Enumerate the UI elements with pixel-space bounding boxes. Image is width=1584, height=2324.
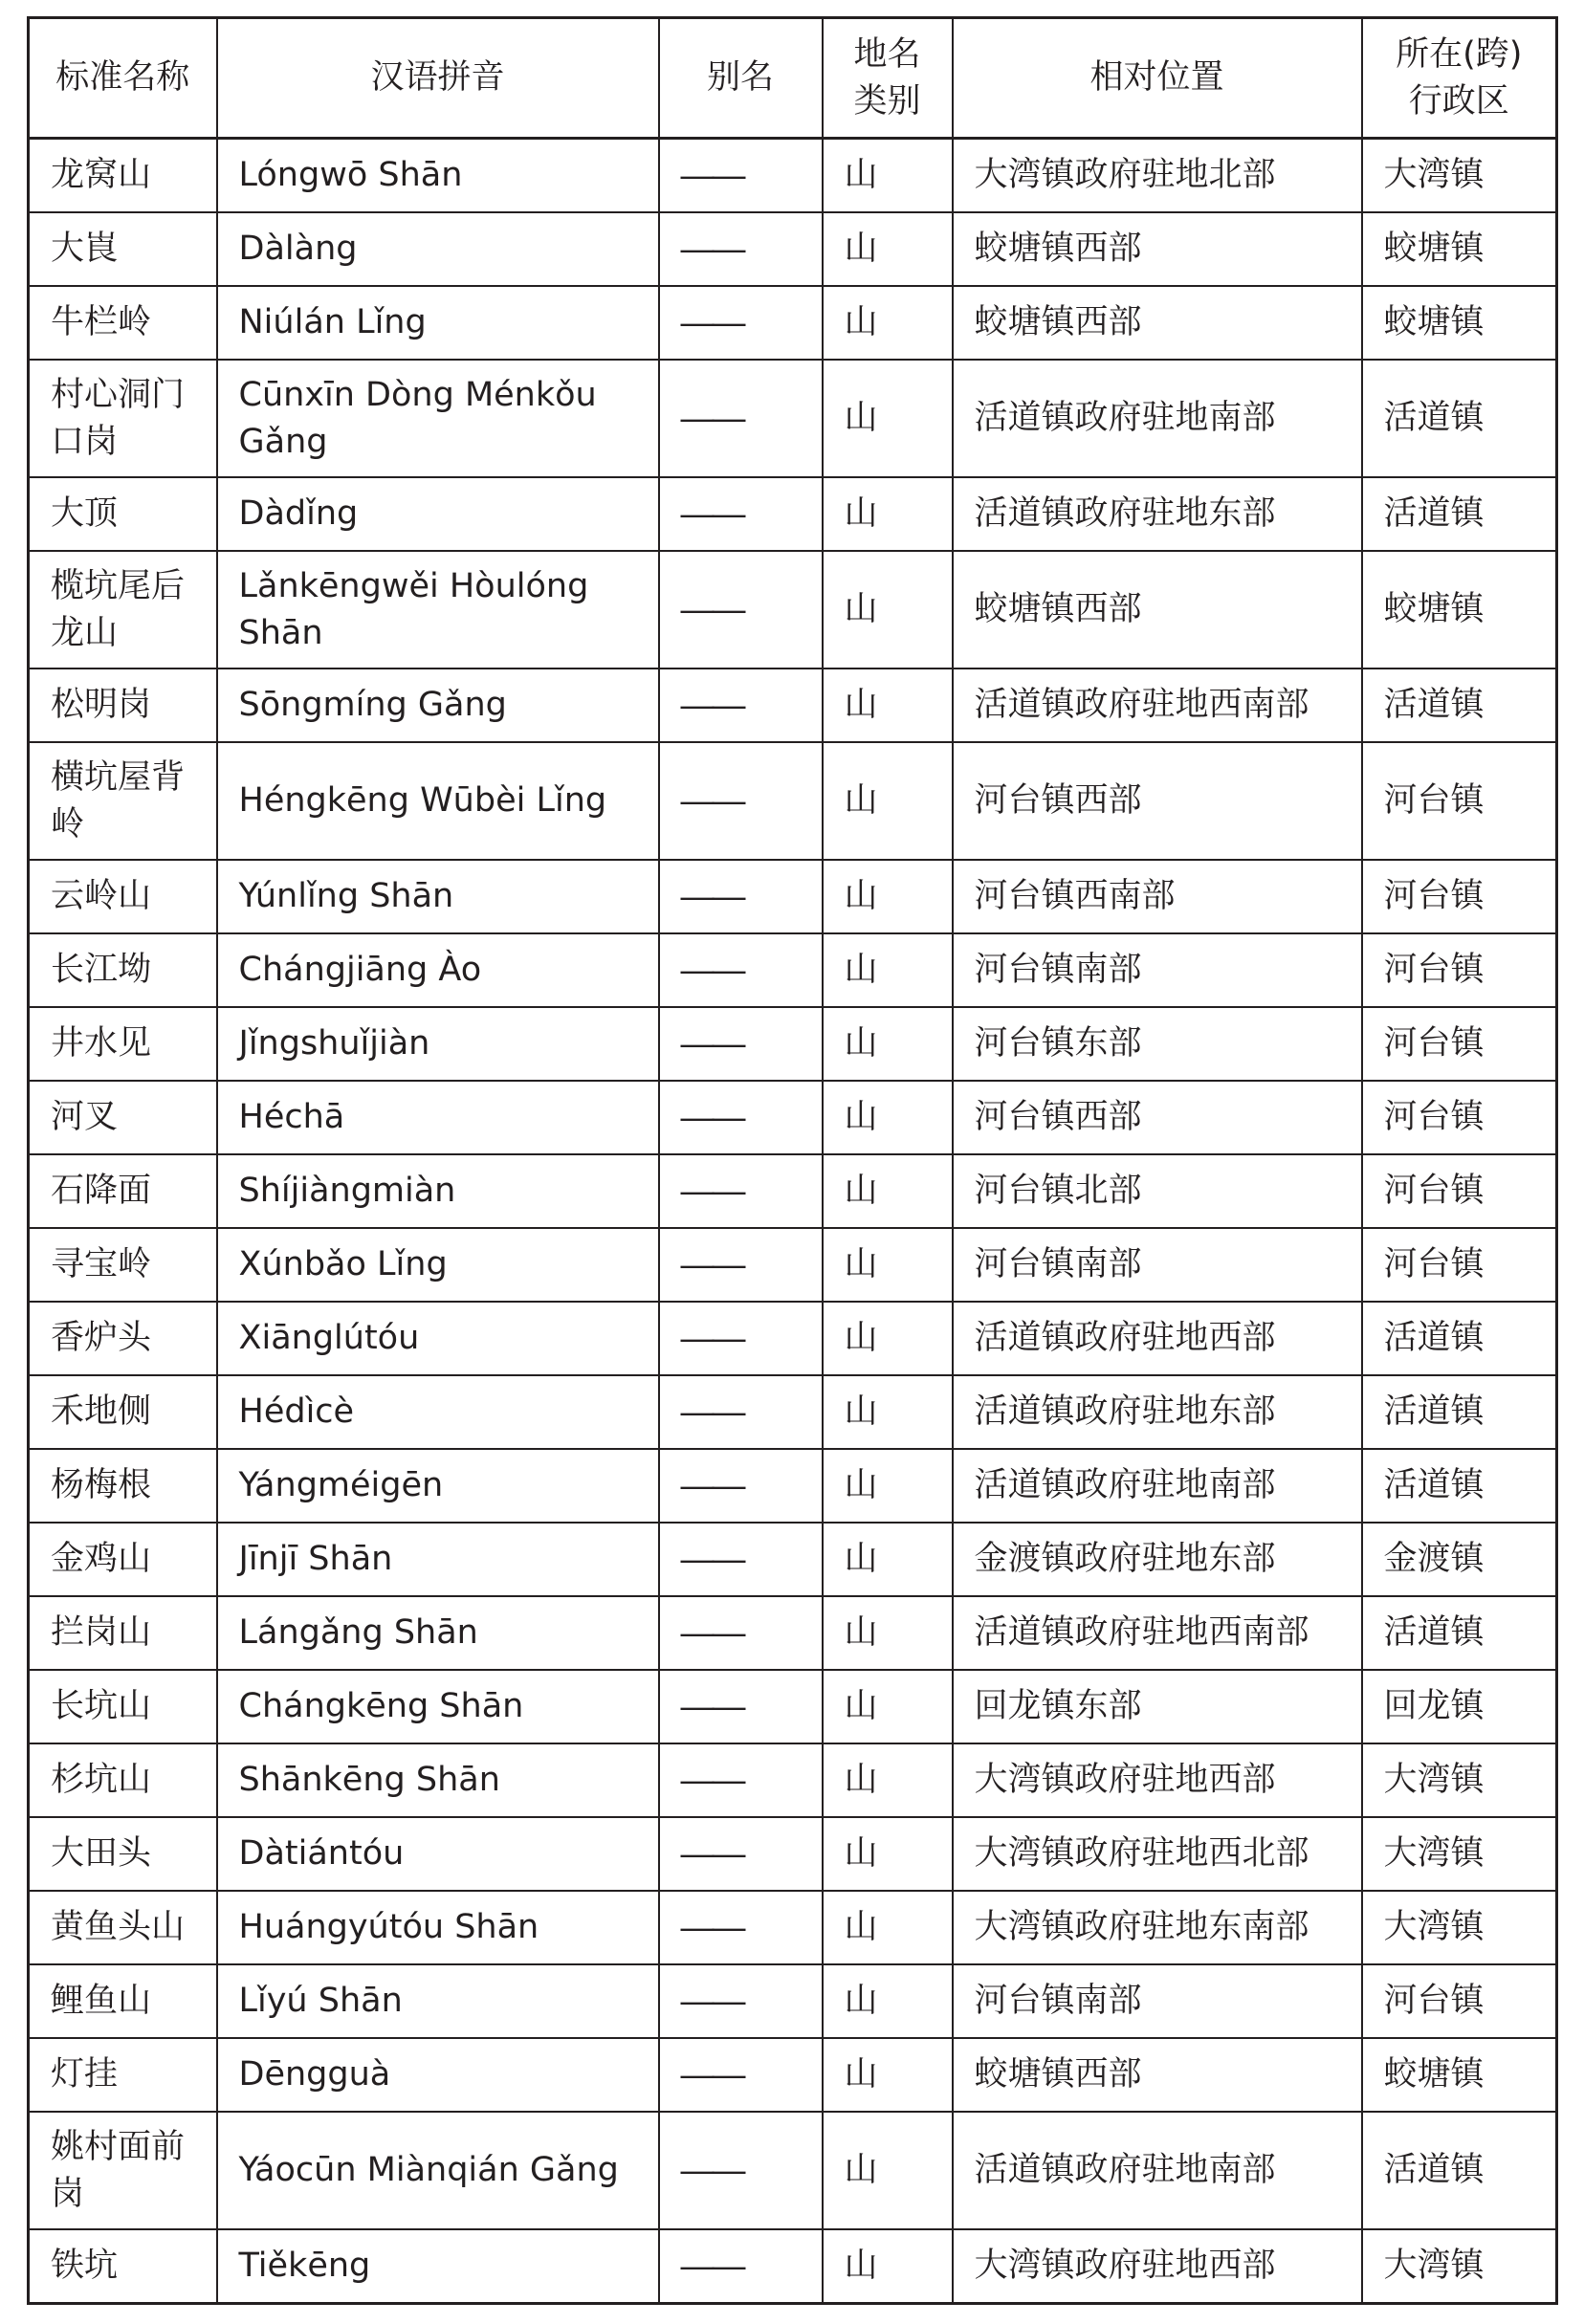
cell-admin: 活道镇: [1362, 669, 1557, 742]
cell-category: 山: [823, 1449, 953, 1523]
table-row: [29, 1891, 1557, 1964]
alias-dash: ——: [680, 2247, 744, 2285]
cell-admin: 活道镇: [1362, 1302, 1557, 1375]
cell-location: 河台镇南部: [953, 1228, 1362, 1302]
cell-category: 山: [823, 2038, 953, 2112]
table-row: [29, 742, 1557, 860]
cell-category: 山: [823, 669, 953, 742]
cell-pinyin: Shānkēng Shān: [217, 1743, 659, 1817]
cell-category: 山: [823, 1302, 953, 1375]
cell-admin: 大湾镇: [1362, 1817, 1557, 1891]
cell-name: 大田头: [29, 1817, 217, 1891]
cell-location: 活道镇政府驻地西部: [953, 1302, 1362, 1375]
alias-dash: ——: [680, 1909, 744, 1946]
cell-admin: 河台镇: [1362, 1964, 1557, 2038]
cell-name: 榄坑尾后龙山: [29, 551, 217, 669]
cell-admin: 蛟塘镇: [1362, 212, 1557, 286]
cell-alias: [659, 1007, 823, 1081]
alias-dash: ——: [680, 1541, 744, 1578]
cell-name: 长江坳: [29, 933, 217, 1007]
cell-category: 山: [823, 742, 953, 860]
cell-pinyin: Xiānglútóu: [217, 1302, 659, 1375]
cell-pinyin: Cūnxīn Dòng Ménkǒu Gǎng: [217, 360, 659, 477]
cell-admin: 河台镇: [1362, 1007, 1557, 1081]
cell-name: 横坑屋背岭: [29, 742, 217, 860]
table-row: [29, 1081, 1557, 1154]
cell-alias: [659, 1154, 823, 1228]
cell-alias: [659, 551, 823, 669]
cell-location: 活道镇政府驻地东部: [953, 1375, 1362, 1449]
cell-pinyin: Huángyútóu Shān: [217, 1891, 659, 1964]
cell-admin: 回龙镇: [1362, 1670, 1557, 1743]
cell-admin: 河台镇: [1362, 1081, 1557, 1154]
cell-category: 山: [823, 551, 953, 669]
header-category-line2: 类别: [853, 81, 921, 121]
cell-admin: 河台镇: [1362, 742, 1557, 860]
cell-pinyin: Tiěkēng: [217, 2229, 659, 2304]
alias-dash: ——: [680, 878, 744, 915]
header-standard-name: 标准名称: [29, 18, 217, 139]
cell-alias: [659, 477, 823, 551]
cell-name: 禾地侧: [29, 1375, 217, 1449]
alias-dash: ——: [680, 782, 744, 820]
table-body: [29, 139, 1557, 2304]
cell-category: 山: [823, 1964, 953, 2038]
cell-admin: 活道镇: [1362, 1449, 1557, 1523]
cell-pinyin: Jǐngshuǐjiàn: [217, 1007, 659, 1081]
header-location: 相对位置: [953, 18, 1362, 139]
cell-category: 山: [823, 1375, 953, 1449]
table-row: [29, 2038, 1557, 2112]
cell-admin: 活道镇: [1362, 2112, 1557, 2229]
cell-alias: [659, 1817, 823, 1891]
cell-admin: 活道镇: [1362, 477, 1557, 551]
cell-pinyin: Dàdǐng: [217, 477, 659, 551]
cell-admin: 活道镇: [1362, 360, 1557, 477]
cell-admin: 大湾镇: [1362, 2229, 1557, 2304]
cell-category: 山: [823, 1817, 953, 1891]
table-row: [29, 1817, 1557, 1891]
header-pinyin: 汉语拼音: [217, 18, 659, 139]
cell-category: 山: [823, 1081, 953, 1154]
table-row: [29, 1523, 1557, 1596]
cell-alias: [659, 1743, 823, 1817]
cell-alias: [659, 1670, 823, 1743]
alias-dash: ——: [680, 952, 744, 989]
cell-alias: [659, 669, 823, 742]
alias-dash: ——: [680, 1762, 744, 1799]
cell-name: 长坑山: [29, 1670, 217, 1743]
alias-dash: ——: [680, 230, 744, 268]
cell-pinyin: Héchā: [217, 1081, 659, 1154]
header-category-line1: 地名: [853, 34, 921, 74]
table-row: [29, 669, 1557, 742]
table-row: [29, 286, 1557, 360]
cell-admin: 活道镇: [1362, 1596, 1557, 1670]
cell-location: 回龙镇东部: [953, 1670, 1362, 1743]
cell-alias: [659, 933, 823, 1007]
table-row: [29, 1007, 1557, 1081]
cell-category: 山: [823, 212, 953, 286]
cell-category: 山: [823, 286, 953, 360]
cell-category: 山: [823, 1596, 953, 1670]
cell-alias: [659, 2229, 823, 2304]
cell-pinyin: Lǐyú Shān: [217, 1964, 659, 2038]
header-category: [823, 18, 953, 139]
cell-pinyin: Yáocūn Miànqián Gǎng: [217, 2112, 659, 2229]
header-admin-line1: 所在(跨): [1396, 34, 1523, 74]
cell-category: 山: [823, 1154, 953, 1228]
cell-alias: [659, 212, 823, 286]
alias-dash: ——: [680, 400, 744, 437]
cell-pinyin: Héngkēng Wūbèi Lǐng: [217, 742, 659, 860]
cell-name: 鲤鱼山: [29, 1964, 217, 2038]
cell-location: 河台镇南部: [953, 933, 1362, 1007]
alias-dash: ——: [680, 1393, 744, 1431]
cell-alias: [659, 742, 823, 860]
alias-dash: ——: [680, 2152, 744, 2189]
cell-pinyin: Shíjiàngmiàn: [217, 1154, 659, 1228]
alias-dash: ——: [680, 495, 744, 533]
table-row: [29, 1375, 1557, 1449]
cell-name: 寻宝岭: [29, 1228, 217, 1302]
table-row: [29, 139, 1557, 213]
cell-admin: 河台镇: [1362, 1154, 1557, 1228]
table-row: [29, 360, 1557, 477]
cell-category: 山: [823, 933, 953, 1007]
alias-dash: ——: [680, 1614, 744, 1652]
cell-alias: [659, 1964, 823, 2038]
cell-location: 大湾镇政府驻地北部: [953, 139, 1362, 213]
cell-name: 石降面: [29, 1154, 217, 1228]
cell-location: 活道镇政府驻地南部: [953, 2112, 1362, 2229]
cell-location: 河台镇南部: [953, 1964, 1362, 2038]
alias-dash: ——: [680, 1173, 744, 1210]
cell-name: 大崀: [29, 212, 217, 286]
cell-name: 井水见: [29, 1007, 217, 1081]
cell-alias: [659, 1891, 823, 1964]
cell-name: 杉坑山: [29, 1743, 217, 1817]
cell-category: 山: [823, 1228, 953, 1302]
cell-pinyin: Dàtiántóu: [217, 1817, 659, 1891]
alias-dash: ——: [680, 1246, 744, 1283]
alias-dash: ——: [680, 2056, 744, 2094]
cell-pinyin: Lángǎng Shān: [217, 1596, 659, 1670]
cell-location: 活道镇政府驻地西南部: [953, 1596, 1362, 1670]
cell-name: 松明岗: [29, 669, 217, 742]
table-row: [29, 2112, 1557, 2229]
cell-category: 山: [823, 360, 953, 477]
cell-pinyin: Dēngguà: [217, 2038, 659, 2112]
table-header: [29, 18, 1557, 139]
table-row: [29, 1743, 1557, 1817]
cell-location: 大湾镇政府驻地西北部: [953, 1817, 1362, 1891]
table-row: [29, 477, 1557, 551]
cell-admin: 大湾镇: [1362, 1743, 1557, 1817]
cell-name: 铁坑: [29, 2229, 217, 2304]
table-row: [29, 2229, 1557, 2304]
alias-dash: ——: [680, 1467, 744, 1504]
cell-pinyin: Chángjiāng Ào: [217, 933, 659, 1007]
header-admin-line2: 行政区: [1408, 81, 1509, 121]
cell-category: 山: [823, 1523, 953, 1596]
cell-category: 山: [823, 1007, 953, 1081]
cell-admin: 蛟塘镇: [1362, 2038, 1557, 2112]
cell-pinyin: Lǎnkēngwěi Hòulóng Shān: [217, 551, 659, 669]
cell-location: 大湾镇政府驻地西部: [953, 2229, 1362, 2304]
cell-admin: 大湾镇: [1362, 1891, 1557, 1964]
cell-alias: [659, 1228, 823, 1302]
cell-pinyin: Yángméigēn: [217, 1449, 659, 1523]
cell-category: 山: [823, 477, 953, 551]
cell-alias: [659, 2112, 823, 2229]
cell-location: 大湾镇政府驻地西部: [953, 1743, 1362, 1817]
cell-alias: [659, 1302, 823, 1375]
alias-dash: ——: [680, 304, 744, 341]
cell-location: 河台镇东部: [953, 1007, 1362, 1081]
alias-dash: ——: [680, 1983, 744, 2020]
alias-dash: ——: [680, 1688, 744, 1725]
cell-location: 河台镇西部: [953, 1081, 1362, 1154]
cell-name: 牛栏岭: [29, 286, 217, 360]
cell-name: 河叉: [29, 1081, 217, 1154]
cell-admin: 大湾镇: [1362, 139, 1557, 213]
cell-location: 河台镇北部: [953, 1154, 1362, 1228]
cell-alias: [659, 139, 823, 213]
cell-pinyin: Yúnlǐng Shān: [217, 860, 659, 933]
alias-dash: ——: [680, 157, 744, 194]
cell-category: 山: [823, 1670, 953, 1743]
cell-admin: 河台镇: [1362, 860, 1557, 933]
cell-location: 活道镇政府驻地南部: [953, 1449, 1362, 1523]
table-row: [29, 1154, 1557, 1228]
cell-admin: 河台镇: [1362, 933, 1557, 1007]
table-row: [29, 1228, 1557, 1302]
table-row: [29, 1302, 1557, 1375]
cell-name: 灯挂: [29, 2038, 217, 2112]
table-row: [29, 212, 1557, 286]
table-row: [29, 1596, 1557, 1670]
cell-category: 山: [823, 139, 953, 213]
cell-location: 金渡镇政府驻地东部: [953, 1523, 1362, 1596]
cell-category: 山: [823, 2229, 953, 2304]
cell-name: 云岭山: [29, 860, 217, 933]
cell-pinyin: Lóngwō Shān: [217, 139, 659, 213]
alias-dash: ——: [680, 1025, 744, 1063]
cell-alias: [659, 1596, 823, 1670]
cell-category: 山: [823, 2112, 953, 2229]
cell-location: 活道镇政府驻地东部: [953, 477, 1362, 551]
cell-alias: [659, 286, 823, 360]
table-row: [29, 1964, 1557, 2038]
cell-location: 活道镇政府驻地西南部: [953, 669, 1362, 742]
cell-pinyin: Xúnbǎo Lǐng: [217, 1228, 659, 1302]
alias-dash: ——: [680, 1835, 744, 1873]
table-row: [29, 551, 1557, 669]
cell-location: 活道镇政府驻地南部: [953, 360, 1362, 477]
cell-alias: [659, 1523, 823, 1596]
cell-category: 山: [823, 1743, 953, 1817]
cell-alias: [659, 360, 823, 477]
header-admin: [1362, 18, 1557, 139]
cell-location: 蛟塘镇西部: [953, 212, 1362, 286]
alias-dash: ——: [680, 687, 744, 724]
cell-admin: 蛟塘镇: [1362, 551, 1557, 669]
cell-pinyin: Sōngmíng Gǎng: [217, 669, 659, 742]
cell-category: 山: [823, 1891, 953, 1964]
cell-category: 山: [823, 860, 953, 933]
cell-name: 村心洞门口岗: [29, 360, 217, 477]
cell-name: 香炉头: [29, 1302, 217, 1375]
header-row: [29, 18, 1557, 139]
cell-alias: [659, 1081, 823, 1154]
table-row: [29, 1449, 1557, 1523]
cell-location: 蛟塘镇西部: [953, 551, 1362, 669]
cell-name: 姚村面前岗: [29, 2112, 217, 2229]
cell-name: 黄鱼头山: [29, 1891, 217, 1964]
cell-pinyin: Niúlán Lǐng: [217, 286, 659, 360]
alias-dash: ——: [680, 1099, 744, 1136]
table-row: [29, 860, 1557, 933]
alias-dash: ——: [680, 1320, 744, 1357]
cell-pinyin: Jīnjī Shān: [217, 1523, 659, 1596]
cell-alias: [659, 2038, 823, 2112]
cell-pinyin: Chángkēng Shān: [217, 1670, 659, 1743]
cell-location: 河台镇西南部: [953, 860, 1362, 933]
cell-location: 大湾镇政府驻地东南部: [953, 1891, 1362, 1964]
table-row: [29, 933, 1557, 1007]
cell-admin: 金渡镇: [1362, 1523, 1557, 1596]
cell-alias: [659, 1375, 823, 1449]
place-name-table: [27, 16, 1558, 2305]
cell-location: 河台镇西部: [953, 742, 1362, 860]
cell-pinyin: Hédìcè: [217, 1375, 659, 1449]
alias-dash: ——: [680, 591, 744, 628]
cell-alias: [659, 1449, 823, 1523]
cell-name: 大顶: [29, 477, 217, 551]
cell-admin: 蛟塘镇: [1362, 286, 1557, 360]
cell-location: 蛟塘镇西部: [953, 286, 1362, 360]
cell-alias: [659, 860, 823, 933]
header-alias: 别名: [659, 18, 823, 139]
table-row: [29, 1670, 1557, 1743]
cell-admin: 活道镇: [1362, 1375, 1557, 1449]
cell-location: 蛟塘镇西部: [953, 2038, 1362, 2112]
cell-name: 拦岗山: [29, 1596, 217, 1670]
cell-pinyin: Dàlàng: [217, 212, 659, 286]
cell-name: 杨梅根: [29, 1449, 217, 1523]
cell-name: 龙窝山: [29, 139, 217, 213]
cell-name: 金鸡山: [29, 1523, 217, 1596]
cell-admin: 河台镇: [1362, 1228, 1557, 1302]
